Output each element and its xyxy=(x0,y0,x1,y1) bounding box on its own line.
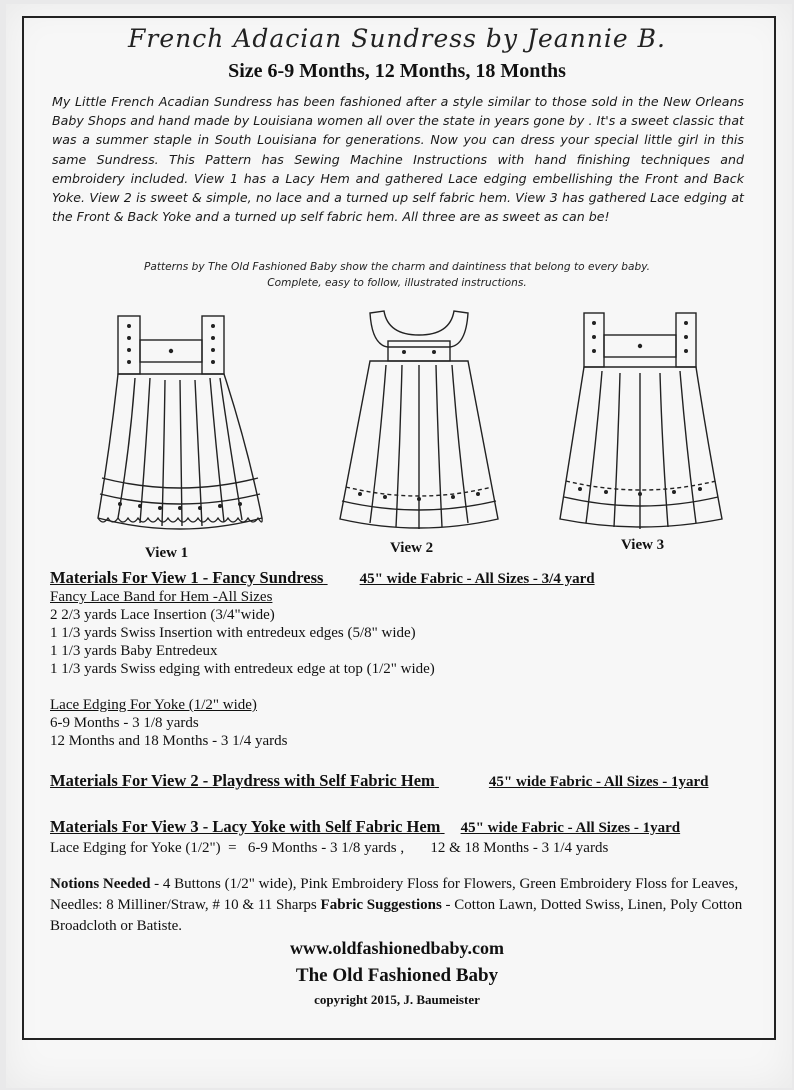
tagline-line-1: Patterns by The Old Fashioned Baby show the charm and daintiness that belong to every baby. xyxy=(143,261,651,273)
yoke-lace-heading: Lace Edging For Yoke (1/2" wide) xyxy=(50,697,257,713)
view-3-dress-illustration xyxy=(556,305,726,535)
materials-view-2-fabric: 45" wide Fabric - All Sizes - 1yard xyxy=(488,774,709,790)
view-1-dress-illustration xyxy=(90,308,270,543)
yoke-lace-item: 12 Months and 18 Months - 3 1/4 yards xyxy=(50,733,288,749)
materials-view-2-heading xyxy=(50,772,770,791)
view-1-label: View 1 xyxy=(145,545,189,561)
materials-view-1-fabric: 45" wide Fabric - All Sizes - 3/4 yard xyxy=(359,571,595,587)
materials-view-1-heading xyxy=(50,569,770,588)
lace-band-item: 1 1/3 yards Swiss Insertion with entredeux edges (5/8" wide) xyxy=(50,625,416,641)
view-2-label: View 2 xyxy=(390,540,434,556)
materials-view-1-title: Materials For View 1 - Fancy Sundress xyxy=(50,568,324,587)
tagline xyxy=(0,259,794,291)
lace-band-item: 1 1/3 yards Baby Entredeux xyxy=(50,643,218,659)
materials-view-3-line: Lace Edging for Yoke (1/2") = 6-9 Months - 3 1/8 yards , 12 & 18 Months - 3 1/4 yards xyxy=(50,840,609,856)
materials-view-1 xyxy=(50,569,770,750)
notions-text: - 4 Buttons (1/2" wide), Pink Embroidery Floss for Flowers, Green Embroidery Floss for Leaves, Needles: 8 Milliner/Straw, # 10 & 11 Sharps xyxy=(50,876,739,913)
fabric-suggestions-label: Fabric Suggestions xyxy=(320,897,442,913)
lace-band-item: 1 1/3 yards Swiss edging with entredeux edge at top (1/2" wide) xyxy=(50,661,435,677)
size-subtitle: Size 6-9 Months, 12 Months, 18 Months xyxy=(228,60,566,82)
view-3-label: View 3 xyxy=(621,537,665,553)
tagline-line-2: Complete, easy to follow, illustrated instructions. xyxy=(267,277,527,289)
pattern-title: French Adacian Sundress by Jeannie B. xyxy=(128,24,666,53)
fabric-suggestions-text: - Cotton Lawn, Dotted Swiss, Linen, Poly Cotton Broadcloth or Batiste. xyxy=(50,897,743,934)
brand-name: The Old Fashioned Baby xyxy=(295,965,499,986)
materials-view-3-fabric: 45" wide Fabric - All Sizes - 1yard xyxy=(460,820,681,836)
lace-band-item: 2 2/3 yards Lace Insertion (3/4"wide) xyxy=(50,607,275,623)
materials-view-2 xyxy=(50,772,770,791)
lace-band-heading: Fancy Lace Band for Hem -All Sizes xyxy=(50,589,273,605)
yoke-lace-item: 6-9 Months - 3 1/8 yards xyxy=(50,715,199,731)
notions-label: Notions Needed xyxy=(50,876,151,892)
notions-paragraph xyxy=(50,874,772,937)
materials-view-3-heading xyxy=(50,818,770,837)
intro-paragraph: My Little French Acadian Sundress has been fashioned after a style similar to those sold in the New Orleans Baby Shops and hand made by Louisiana women all over the state in years gone by . It's a sweet classic that was a summer staple in South Louisiana for generations. Now you can dress your special little girl in this same Sundress. This Pattern has Sewing Machine Instructions with hand finishing techniques and embroidery included. View 1 has a Lacy Hem and gathered Lace edging embellishing the Front and Back Yoke. View 2 is sweet & simple, no lace and a turned up self fabric hem. View 3 has gathered Lace edging at the Front & Back Yoke and a turned up self fabric hem. All three are as sweet as can be! xyxy=(52,94,744,225)
materials-view-3 xyxy=(50,818,770,857)
view-2-dress-illustration xyxy=(330,305,508,537)
materials-view-3-title: Materials For View 3 - Lacy Yoke with Self Fabric Hem xyxy=(50,817,441,836)
materials-view-2-title: Materials For View 2 - Playdress with Self Fabric Hem xyxy=(50,771,435,790)
website-url: www.oldfashionedbaby.com xyxy=(289,938,505,958)
copyright: copyright 2015, J. Baumeister xyxy=(314,992,480,1007)
